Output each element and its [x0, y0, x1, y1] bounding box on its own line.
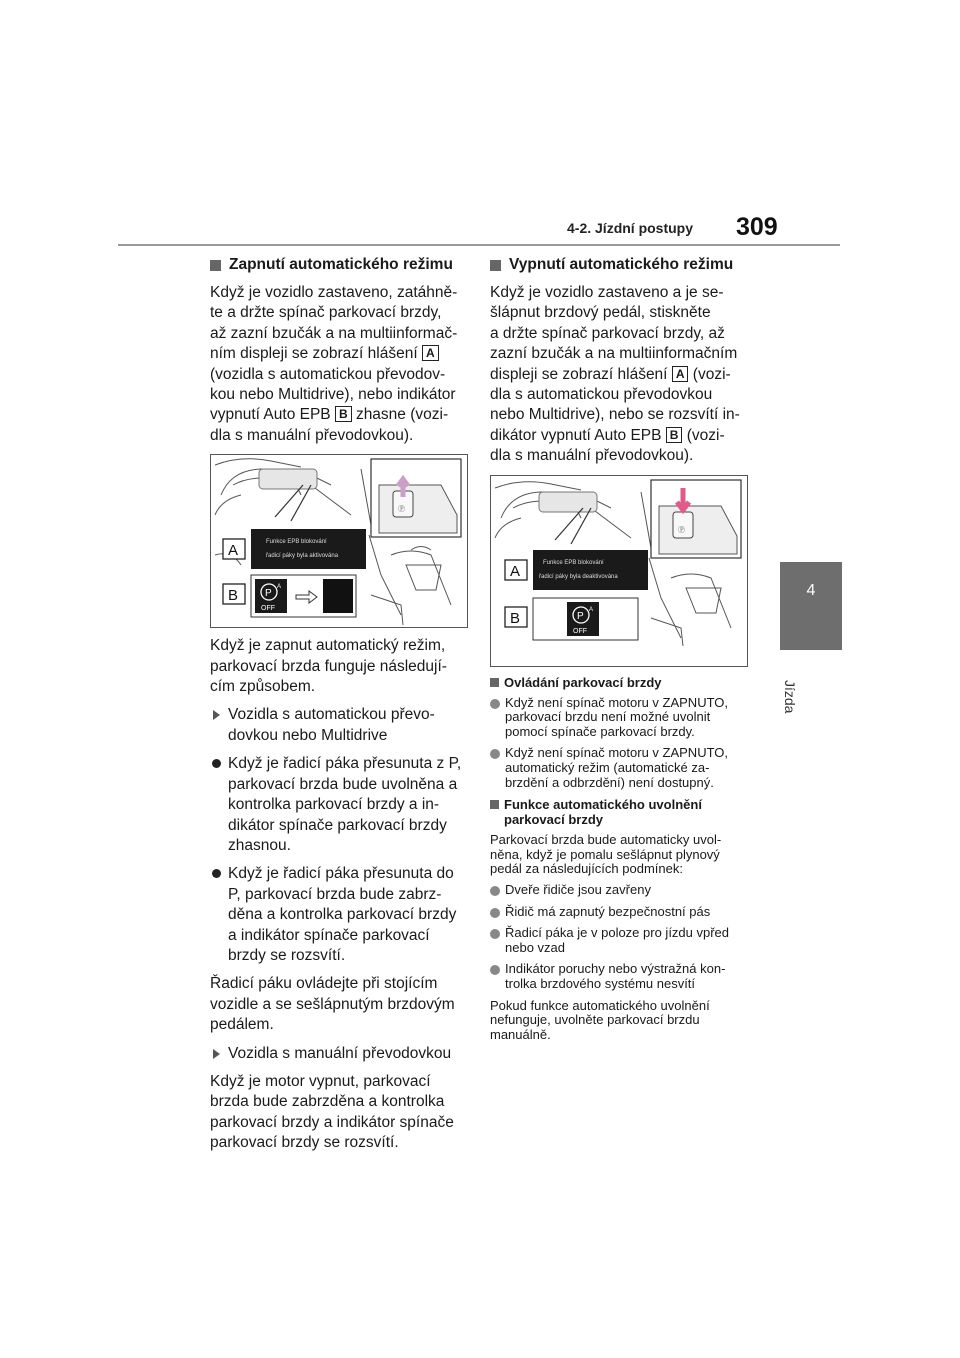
dot-bullet-icon: [490, 908, 500, 918]
svg-text:Ⓟ: Ⓟ: [398, 506, 405, 514]
square-bullet-icon: [210, 260, 221, 271]
subsection-outro: Pokud funkce automatického uvolnění nefunguje, uvolněte parkovací brzdu manuálně.: [490, 997, 710, 1042]
dashboard-illustration: [211, 455, 467, 627]
svg-text:A: A: [510, 562, 521, 580]
bullet-release: Když je řadicí páka přesunuta z P, parkovací brzda bude uvolněna a kontrolka parkovací brzdy a in-dikátor spínače parkovací brzdy zhasnou.: [210, 754, 468, 856]
square-bullet-icon: [490, 800, 499, 809]
list-item: Indikátor poruchy nebo výstražná kon-trolka brzdového systému nesvítí: [490, 962, 752, 991]
square-bullet-icon: [490, 260, 501, 271]
list-item: Řadicí páka je v poloze pro jízdu vpřed nebo vzad: [490, 926, 752, 955]
mode-description: Když je zapnut automatický režim, parkovací brzda funguje následují-cím způsobem.: [210, 637, 447, 696]
subsection-heading: Ovládání parkovací brzdy: [490, 675, 752, 690]
svg-text:Funkce EPB blokování: Funkce EPB blokování: [543, 559, 604, 566]
svg-text:P: P: [265, 588, 272, 600]
subsection-heading: Funkce automatického uvolnění parkovací brzdy: [490, 797, 752, 827]
group-manual-title: Vozidla s manuální převodovkou: [210, 1044, 468, 1064]
section-title: 4-2. Jízdní postupy: [567, 220, 694, 236]
shift-note: Řadicí páku ovládejte při stojícím vozidle a se sešlápnutým brzdovým pedálem.: [210, 975, 455, 1034]
svg-text:A: A: [277, 584, 282, 591]
dot-bullet-icon: [212, 759, 221, 768]
intro-paragraph: Když je vozidlo zastaveno a je se- šlápnut brzdový pedál, stiskněte a držte spínač parkovací brzdy, až zazní bzučák a na multiinformačním displeji se zobrazí hlášení A (vozi- dla s automatickou převodovkou nebo Multidrive), nebo se rozsvítí in- dikátor vypnutí Auto EPB B (vozi- dla s manuální převodovkou).: [490, 284, 740, 465]
label-b-box: B: [666, 427, 683, 443]
heading-text: Vypnutí automatického režimu: [509, 256, 734, 273]
list-item: Řidič má zapnutý bezpečnostní pás: [490, 905, 752, 920]
display-message-a: [251, 529, 366, 569]
label-a-box: A: [672, 366, 689, 382]
label-a-box: A: [422, 345, 439, 361]
chapter-label-text: Jízda: [782, 680, 798, 714]
figure-activate: [210, 454, 468, 628]
chapter-tab: [780, 562, 842, 650]
svg-text:A: A: [589, 606, 594, 613]
svg-text:B: B: [228, 587, 239, 605]
section-heading: [490, 256, 752, 274]
dot-bullet-icon: [490, 749, 500, 759]
left-column: [210, 256, 468, 1162]
label-b-box: B: [335, 406, 352, 422]
svg-text:OFF: OFF: [573, 627, 587, 635]
dot-bullet-icon: [490, 699, 500, 709]
chapter-label: [782, 640, 826, 714]
dashboard-illustration: [491, 476, 747, 646]
subsection-intro: Parkovací brzda bude automaticky uvol-něna, když je pomalu sešlápnut plynový pedál za následujících podmínek:: [490, 832, 722, 877]
heading-text: Zapnutí automatického režimu: [229, 256, 453, 273]
svg-text:A: A: [228, 542, 239, 560]
list-item: Dveře řidiče jsou zavřeny: [490, 883, 752, 898]
dot-bullet-icon: [490, 929, 500, 939]
triangle-bullet-icon: [213, 710, 220, 720]
square-bullet-icon: [490, 678, 499, 687]
svg-text:řadicí páky byla deaktivována: řadicí páky byla deaktivována: [539, 573, 618, 580]
section-heading: [210, 256, 468, 274]
svg-text:řadicí páky byla aktivována: řadicí páky byla aktivována: [266, 553, 339, 560]
figure-deactivate: [490, 475, 748, 667]
header-rule: [118, 244, 840, 246]
list-item: Když není spínač motoru v ZAPNUTO, automatický režim (automatické za-brzdění a odbrzdění) není dostupný.: [490, 746, 752, 790]
display-message-a: [533, 550, 648, 590]
dot-bullet-icon: [212, 869, 221, 878]
triangle-bullet-icon: [213, 1049, 220, 1059]
svg-text:P: P: [577, 610, 584, 622]
svg-text:OFF: OFF: [261, 605, 275, 613]
manual-description: Když je motor vypnut, parkovací brzda bude zabrzděna a kontrolka parkovací brzdy a indikátor spínače parkovací brzdy se rozsvítí.: [210, 1072, 454, 1152]
intro-paragraph: Když je vozidlo zastaveno, zatáhně- te a držte spínač parkovací brzdy, až zazní bzučák a na multiinformač- ním displeji se zobrazí hlášení A (vozidla s automatickou převodov- kou nebo Multidrive), nebo indikátor vypnutí Auto EPB B zhasne (vozi- dla s manuální převodovkou).: [210, 284, 458, 444]
group-automatic-title: Vozidla s automatickou převo-dovkou nebo Multidrive: [210, 705, 468, 746]
list-item: Když není spínač motoru v ZAPNUTO, parkovací brzdu není možné uvolnit pomocí spínače parkovací brzdy.: [490, 696, 752, 740]
bullet-apply: Když je řadicí páka přesunuta do P, parkovací brzda bude zabrz-děna a kontrolka parkovací brzdy a indikátor spínače parkovací brzdy se rozsvítí.: [210, 864, 468, 966]
dot-bullet-icon: [490, 965, 500, 975]
dot-bullet-icon: [490, 886, 500, 896]
page-number: 309: [736, 213, 778, 241]
svg-text:Funkce EPB blokování: Funkce EPB blokování: [266, 539, 327, 546]
svg-text:B: B: [510, 609, 521, 627]
svg-text:Ⓟ: Ⓟ: [678, 526, 685, 534]
chapter-number: 4: [806, 582, 816, 599]
right-column: [490, 256, 752, 1048]
